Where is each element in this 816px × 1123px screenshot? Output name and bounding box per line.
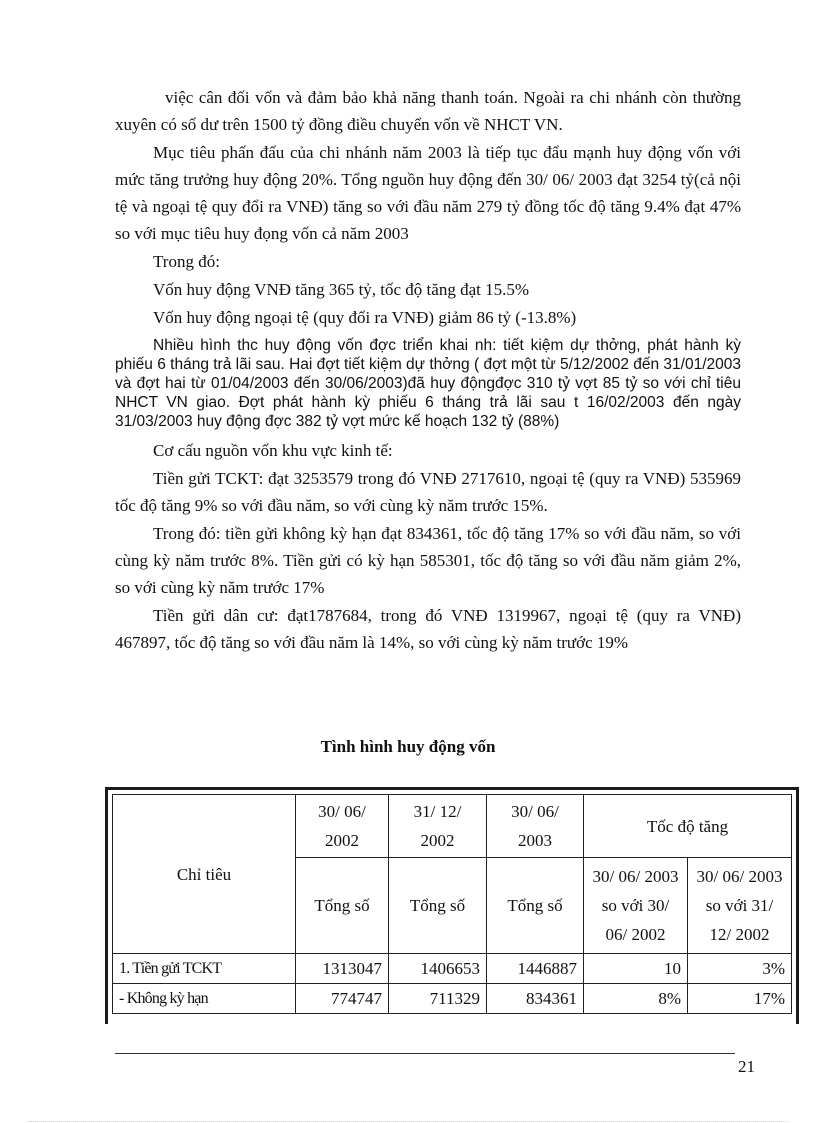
paragraph: Cơ cấu nguồn vốn khu vực kinh tế:: [153, 441, 393, 460]
header-indicator: Chỉ tiêu: [113, 795, 296, 954]
table-title: Tình hình huy động vốn: [320, 737, 496, 756]
paragraph: Trong đó:: [153, 252, 220, 271]
header-date-col: 31/ 12/ 2002: [389, 795, 487, 858]
header-total: Tổng số: [389, 858, 487, 954]
cell-value: 711329: [389, 984, 487, 1014]
row-label: 1. Tiền gửi TCKT: [113, 954, 296, 984]
paragraph: Tiền gửi TCKT: đạt 3253579 trong đó VNĐ 2717610, ngoại tệ (quy ra VNĐ) 535969 tốc độ tăng 9% so với đầu năm, so với cùng kỳ năm trước 15%.: [115, 469, 741, 515]
footer-divider: [115, 1053, 735, 1054]
cell-growth: 10: [584, 954, 688, 984]
paragraph: Tiền gửi dân cư: đạt1787684, trong đó VNĐ 1319967, ngoại tệ (quy ra VNĐ) 467897, tốc độ tăng so với đầu năm là 14%, so với cùng kỳ năm trước 19%: [115, 606, 741, 652]
capital-table: [112, 794, 792, 1014]
header-growth: Tốc độ tăng: [584, 795, 792, 858]
cell-growth: 17%: [688, 984, 792, 1014]
cell-value: 1406653: [389, 954, 487, 984]
paragraph: Trong đó: tiền gửi không kỳ hạn đạt 834361, tốc độ tăng 17% so với đầu năm, so với cùng kỳ năm trước 8%. Tiền gửi có kỳ hạn 585301, tốc độ tăng so với đầu năm giảm 2%, so với cùng kỳ năm trước 17%: [115, 524, 741, 597]
paragraph: Nhiều hình thc huy động vốn đợc triển khai nh: tiết kiệm dự thởng, phát hành kỳ phiếu 6 tháng trả lãi sau. Hai đợt tiết kiệm dự thởng ( đợt một từ 5/12/2002 đến 31/01/2003 và đợt hai từ 01/04/2003 đến 30/06/2003)đã huy độngđợc 310 tỷ vợt 85 tỷ so với chỉ tiêu NHCT VN giao. Đợt phát hành kỳ phiếu 6 tháng trả lãi sau t 16/02/2003 đến ngày 31/03/2003 huy động đợc 382 tỷ vợt mức kế hoạch 132 tỷ (88%): [115, 337, 741, 430]
cell-growth: 3%: [688, 954, 792, 984]
header-growth-col: 30/ 06/ 2003 so với 31/ 12/ 2002: [688, 858, 792, 954]
page-number: 21: [738, 1057, 755, 1076]
header-total: Tổng số: [487, 858, 584, 954]
table-header-row: [113, 795, 792, 858]
cell-value: 1313047: [296, 954, 389, 984]
header-total: Tổng số: [296, 858, 389, 954]
paragraph: Vốn huy động ngoại tệ (quy đổi ra VNĐ) giảm 86 tỷ (-13.8%): [153, 308, 577, 327]
page-bottom-rule: [28, 1121, 788, 1122]
body-text: [115, 84, 741, 657]
capital-table-frame: [105, 787, 799, 1024]
table-row: [113, 954, 792, 984]
header-growth-col: 30/ 06/ 2003 so với 30/ 06/ 2002: [584, 858, 688, 954]
paragraph: việc cân đối vốn và đảm bảo khả năng thanh toán. Ngoài ra chi nhánh còn thường xuyên có số dư trên 1500 tỷ đồng điều chuyển vốn về NHCT VN.: [115, 88, 741, 134]
paragraph: Vốn huy động VNĐ tăng 365 tỷ, tốc độ tăng đạt 15.5%: [153, 280, 530, 299]
table-row: [113, 984, 792, 1014]
paragraph: Mục tiêu phấn đấu của chi nhánh năm 2003 là tiếp tục đẩu mạnh huy động vốn với mức tăng trưởng huy động 20%. Tổng nguồn huy động đến 30/ 06/ 2003 đạt 3254 tỷ(cả nội tệ và ngoại tệ quy đổi ra VNĐ) tăng so với đầu năm 279 tỷ đồng tốc độ tăng 9.4% đạt 47% so với mục tiêu huy đọng vốn cả năm 2003: [115, 143, 741, 243]
cell-value: 834361: [487, 984, 584, 1014]
header-date-col: 30/ 06/ 2002: [296, 795, 389, 858]
cell-growth: 8%: [584, 984, 688, 1014]
header-date-col: 30/ 06/ 2003: [487, 795, 584, 858]
row-label: - Không kỳ hạn: [113, 984, 296, 1014]
cell-value: 1446887: [487, 954, 584, 984]
cell-value: 774747: [296, 984, 389, 1014]
